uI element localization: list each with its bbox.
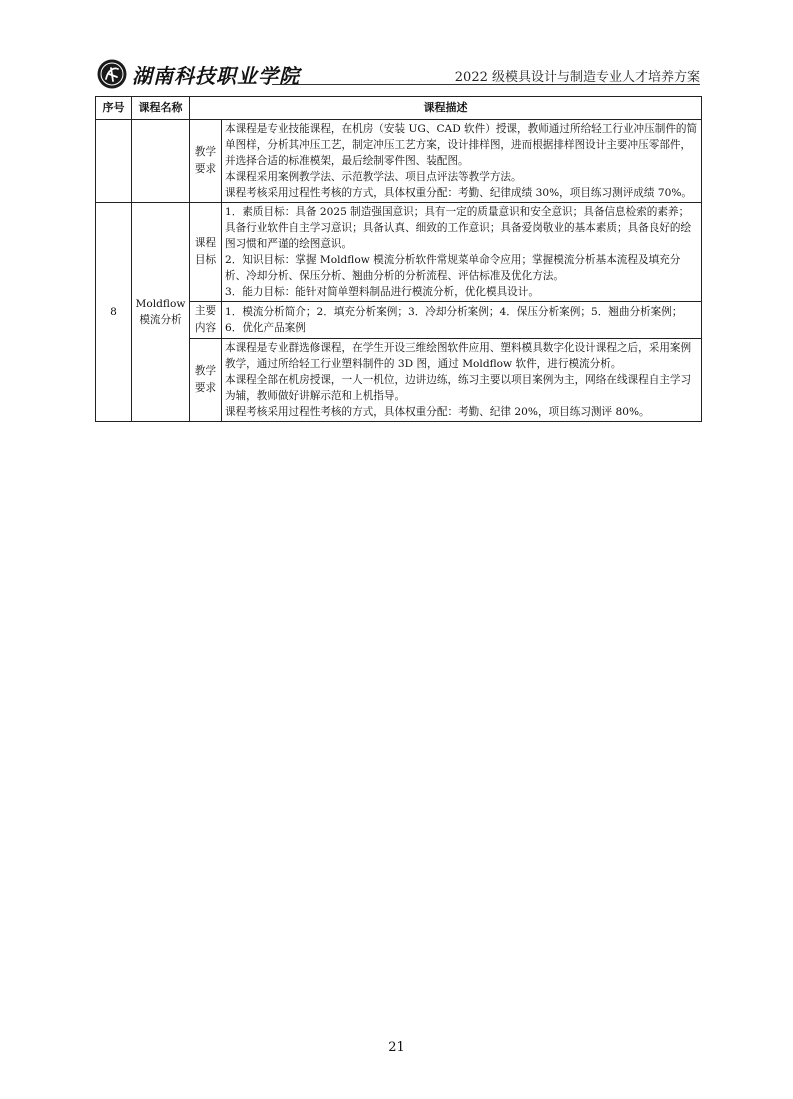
course-name xyxy=(132,203,190,422)
main-content-label: 主要内容 xyxy=(190,302,222,339)
paragraph: 2．知识目标：掌握 Moldflow 模流分析软件常规菜单命令应用；掌握模流分析基本流程及填充分析、冷却分析、保压分析、翘曲分析的分析流程、评估标准及优化方法。 xyxy=(225,254,681,282)
course-index: 8 xyxy=(96,203,132,422)
teaching-requirement-text xyxy=(222,120,702,203)
table-header-row xyxy=(96,97,702,120)
paragraph: 课程考核采用过程性考核的方式，具体权重分配：考勤、纪律 20%，项目练习测评 80%。 xyxy=(225,406,650,418)
main-content-text: 1．模流分析简介；2．填充分析案例；3．冷却分析案例；4．保压分析案例；5．翘曲分析案例；6．优化产品案例 xyxy=(222,302,702,339)
teaching-requirement-label: 教学要求 xyxy=(190,339,222,422)
course-name-line: Moldflow xyxy=(135,298,186,310)
paragraph: 课程考核采用过程性考核的方式，具体权重分配：考勤、纪律成绩 30%，项目练习测评成绩 70%。 xyxy=(225,187,692,199)
course-table xyxy=(95,96,702,422)
table-row xyxy=(96,203,702,302)
teaching-requirement-label: 教学要求 xyxy=(190,120,222,203)
paragraph: 1．素质目标：具备 2025 制造强国意识；具有一定的质量意识和安全意识；具备信息检索的素养；具备行业软件自主学习意识；具备认真、细致的工作意识；具备爱岗敬业的基本素质；具备良好的绘图习惯和严谨的绘图意识。 xyxy=(225,206,692,250)
course-name-cell-empty xyxy=(132,120,190,203)
paragraph: 本课程是专业技能课程，在机房（安装 UG、CAD 软件）授课，教师通过所给轻工行业冲压制件的简单图样，分析其冲压工艺，制定冲压工艺方案，设计排样图，进而根据排样图设计主要冲压零部件，并选择合适的标准模架，最后绘制零件图、装配图。 xyxy=(225,123,698,167)
column-header-course-name: 课程名称 xyxy=(132,97,190,120)
paragraph: 本课程是专业群选修课程，在学生开设三维绘图软件应用、塑料模具数字化设计课程之后，采用案例教学，通过所给轻工行业塑料制件的 3D 图，通过 Moldflow 软件，进行模流分析。 xyxy=(225,342,692,370)
school-logo-icon xyxy=(96,58,128,90)
paragraph: 本课程采用案例教学法、示范教学法、项目点评法等教学方法。 xyxy=(225,171,522,183)
header-rule xyxy=(272,84,700,85)
school-name: 湖南科技职业学院 xyxy=(132,64,300,88)
course-name-line: 模流分析 xyxy=(139,314,182,326)
page-header xyxy=(96,58,700,90)
index-cell-empty xyxy=(96,120,132,203)
teaching-requirement-text xyxy=(222,339,702,422)
page-number: 21 xyxy=(388,1040,405,1055)
course-goal-text xyxy=(222,203,702,302)
column-header-description: 课程描述 xyxy=(190,97,702,120)
course-goal-label: 课程目标 xyxy=(190,203,222,302)
document-title: 2022 级模具设计与制造专业人才培养方案 xyxy=(454,70,700,85)
paragraph: 3．能力目标：能针对简单塑料制品进行模流分析，优化模具设计。 xyxy=(225,286,539,298)
column-header-index: 序号 xyxy=(96,97,132,120)
table-row xyxy=(96,120,702,203)
paragraph: 本课程全部在机房授课，一人一机位，边讲边练，练习主要以项目案例为主，网络在线课程自主学习为辅，教师做好讲解示范和上机指导。 xyxy=(225,374,692,402)
